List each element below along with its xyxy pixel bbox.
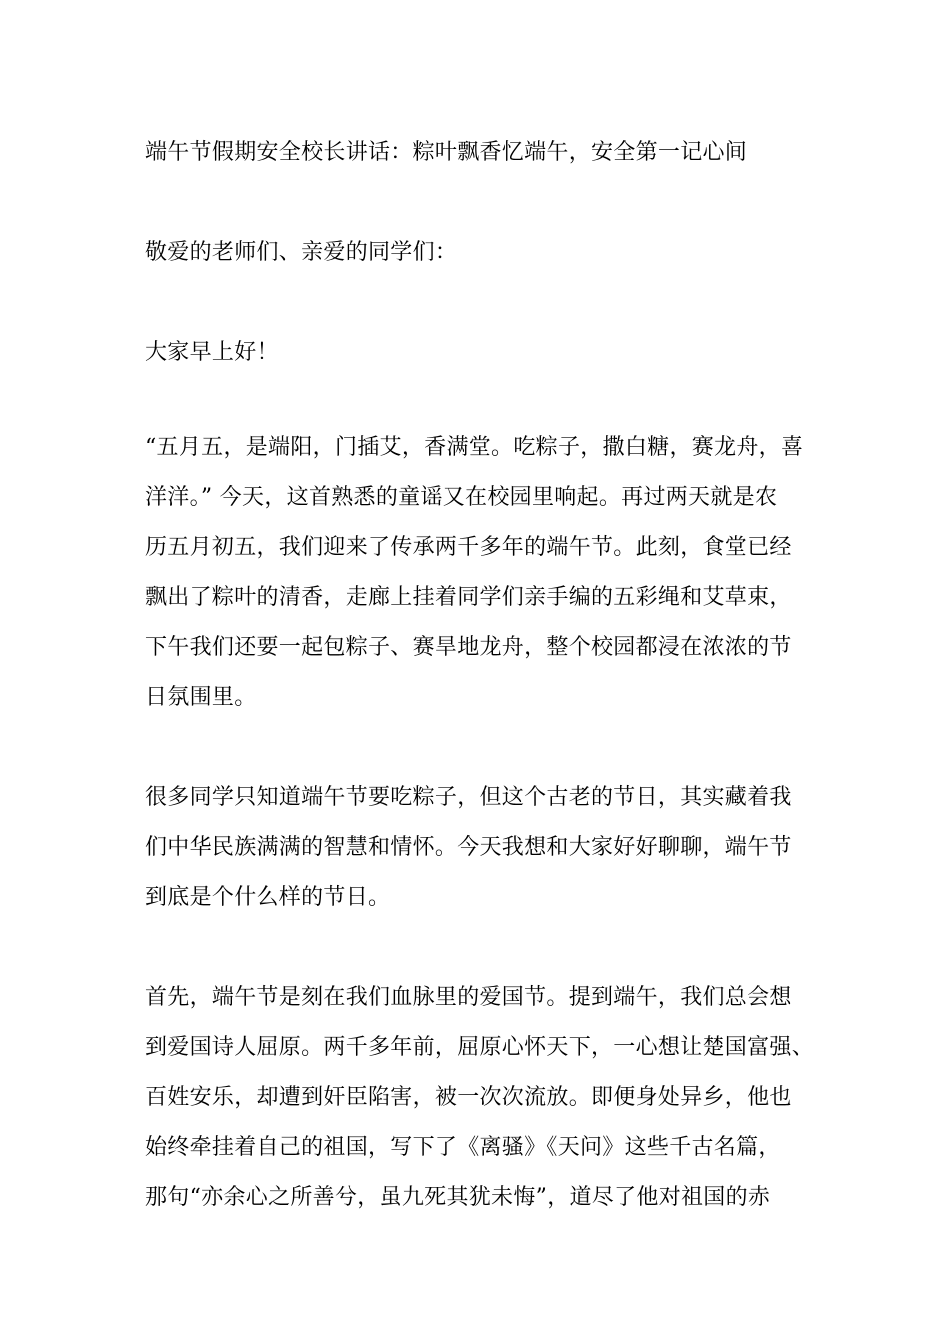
paragraph-line: 那句“亦余心之所善兮，虽九死其犹未悔”，道尽了他对祖国的赤 [145,1185,771,1210]
document-title: 端午节假期安全校长讲话：粽叶飘香忆端午，安全第一记心间 [145,140,748,165]
paragraph-line: 很多同学只知道端午节要吃粽子，但这个古老的节日，其实藏着我 [145,785,792,810]
paragraph-line: 下午我们还要一起包粽子、赛旱地龙舟，整个校园都浸在浓浓的节 [145,635,792,660]
paragraph-line: 历五月初五，我们迎来了传承两千多年的端午节。此刻，食堂已经 [145,535,792,560]
paragraph-line: 日氛围里。 [145,685,257,710]
paragraph-line: 首先，端午节是刻在我们血脉里的爱国节。提到端午，我们总会想 [145,985,792,1010]
paragraph-line: 百姓安乐，却遭到奸臣陷害，被一次次流放。即便身处异乡，他也 [145,1085,792,1110]
salutation: 敬爱的老师们、亲爱的同学们： [145,240,458,265]
paragraph-line: “五月五，是端阳，门插艾，香满堂。吃粽子，撒白糖，赛龙舟，喜 [145,435,804,460]
paragraph-line: 们中华民族满满的智慧和情怀。今天我想和大家好好聊聊，端午节 [145,835,792,860]
paragraph-line: 到爱国诗人屈原。两千多年前，屈原心怀天下，一心想让楚国富强、 [145,1035,815,1060]
greeting: 大家早上好！ [145,340,279,365]
paragraph-line: 洋洋。” 今天，这首熟悉的童谣又在校园里响起。再过两天就是农 [145,485,778,510]
paragraph-line: 飘出了粽叶的清香，走廊上挂着同学们亲手编的五彩绳和艾草束， [145,585,792,610]
paragraph-line: 到底是个什么样的节日。 [145,885,391,910]
paragraph-line: 始终牵挂着自己的祖国，写下了《离骚》《天问》这些千古名篇， [145,1135,781,1160]
